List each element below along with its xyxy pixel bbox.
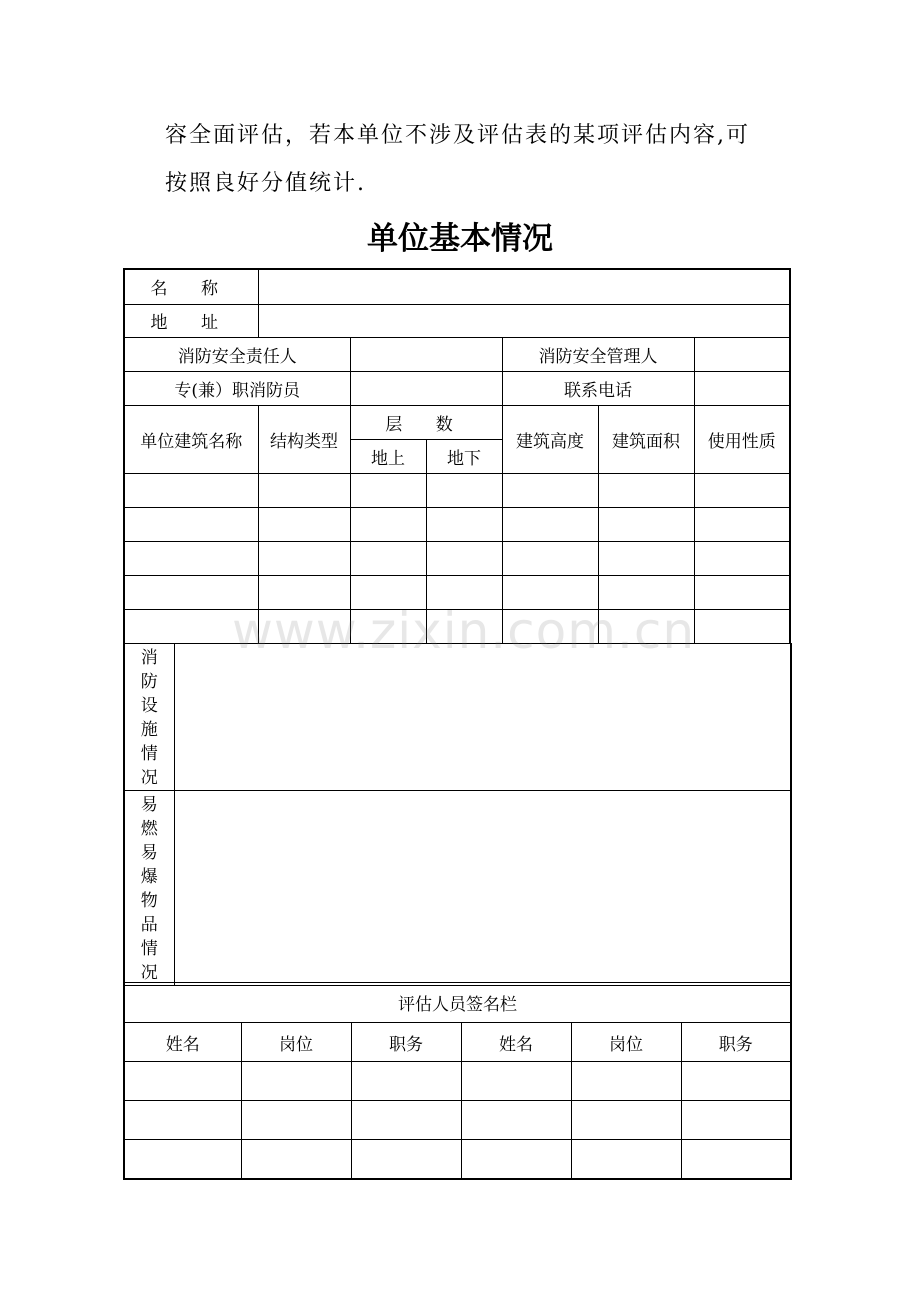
table-cell[interactable] [124, 473, 258, 507]
address-value-cell[interactable] [258, 304, 790, 337]
building-row [124, 473, 790, 507]
table-cell[interactable] [502, 507, 598, 541]
table-cell[interactable] [426, 507, 502, 541]
facilities-value-cell[interactable] [174, 644, 791, 791]
table-cell[interactable] [241, 1062, 351, 1101]
table-cell[interactable] [694, 541, 790, 575]
header-duty-1: 职务 [351, 1023, 461, 1062]
signature-table [123, 982, 792, 1180]
header-post-1: 岗位 [241, 1023, 351, 1062]
area-header: 建筑面积 [598, 405, 694, 473]
signature-row [124, 1062, 791, 1101]
usage-header: 使用性质 [694, 405, 790, 473]
table-cell[interactable] [426, 575, 502, 609]
table-cell[interactable] [571, 1062, 681, 1101]
header-name-2: 姓名 [461, 1023, 571, 1062]
facilities-label: 消 防 设 施 情 况 [124, 644, 174, 791]
structure-header: 结构类型 [258, 405, 350, 473]
table-cell[interactable] [681, 1062, 791, 1101]
table-cell[interactable] [598, 473, 694, 507]
table-cell[interactable] [598, 609, 694, 643]
table-cell[interactable] [426, 473, 502, 507]
table-cell[interactable] [461, 1062, 571, 1101]
signature-title: 评估人员签名栏 [124, 983, 791, 1023]
table-cell[interactable] [571, 1101, 681, 1140]
table-cell[interactable] [502, 473, 598, 507]
table-cell[interactable] [598, 575, 694, 609]
table-cell[interactable] [350, 507, 426, 541]
fire-staff-label: 专(兼）职消防员 [124, 371, 350, 405]
intro-line-1: 容全面评估，若本单位不涉及评估表的某项评估内容,可 [165, 123, 750, 148]
table-cell[interactable] [502, 541, 598, 575]
below-ground-header: 地下 [426, 439, 502, 473]
table-cell[interactable] [350, 473, 426, 507]
fire-staff-value-cell[interactable] [350, 371, 502, 405]
table-cell[interactable] [502, 609, 598, 643]
table-cell[interactable] [502, 575, 598, 609]
table-cell[interactable] [681, 1140, 791, 1179]
table-cell[interactable] [124, 1062, 241, 1101]
table-cell[interactable] [426, 609, 502, 643]
header-duty-2: 职务 [681, 1023, 791, 1062]
table-cell[interactable] [598, 541, 694, 575]
table-cell[interactable] [124, 1101, 241, 1140]
safety-responsible-value-cell[interactable] [350, 337, 502, 371]
table-cell[interactable] [681, 1101, 791, 1140]
hazmat-label: 易 燃 易 爆 物 品 情 况 [124, 791, 174, 986]
table-cell[interactable] [351, 1101, 461, 1140]
address-label: 地 址 [124, 304, 258, 337]
table-cell[interactable] [426, 541, 502, 575]
table-cell[interactable] [351, 1140, 461, 1179]
header-name-1: 姓名 [124, 1023, 241, 1062]
table-cell[interactable] [124, 609, 258, 643]
table-cell[interactable] [461, 1140, 571, 1179]
table-cell[interactable] [694, 507, 790, 541]
table-cell[interactable] [694, 575, 790, 609]
floors-header: 层 数 [350, 405, 502, 439]
page-title: 单位基本情况 [367, 221, 553, 257]
height-header: 建筑高度 [502, 405, 598, 473]
table-cell[interactable] [241, 1101, 351, 1140]
table-cell[interactable] [124, 541, 258, 575]
table-cell[interactable] [350, 609, 426, 643]
table-cell[interactable] [124, 575, 258, 609]
table-cell[interactable] [258, 575, 350, 609]
safety-manager-value-cell[interactable] [694, 337, 790, 371]
safety-responsible-label: 消防安全责任人 [124, 337, 350, 371]
table-cell[interactable] [571, 1140, 681, 1179]
header-post-2: 岗位 [571, 1023, 681, 1062]
building-row [124, 507, 790, 541]
safety-manager-label: 消防安全管理人 [502, 337, 694, 371]
phone-label: 联系电话 [502, 371, 694, 405]
intro-line-2: 按照良好分值统计. [165, 171, 366, 196]
table-cell[interactable] [350, 541, 426, 575]
table-cell[interactable] [350, 575, 426, 609]
table-cell[interactable] [258, 609, 350, 643]
table-cell[interactable] [694, 609, 790, 643]
building-row [124, 541, 790, 575]
table-cell[interactable] [258, 473, 350, 507]
table-cell[interactable] [124, 1140, 241, 1179]
signature-row [124, 1101, 791, 1140]
above-ground-header: 地上 [350, 439, 426, 473]
table-cell[interactable] [258, 507, 350, 541]
name-label: 名 称 [124, 269, 258, 304]
signature-row [124, 1140, 791, 1179]
hazmat-value-cell[interactable] [174, 791, 791, 986]
building-row [124, 609, 790, 643]
conditions-table [123, 643, 792, 986]
table-cell[interactable] [351, 1062, 461, 1101]
table-cell[interactable] [461, 1101, 571, 1140]
table-cell[interactable] [598, 507, 694, 541]
table-cell[interactable] [694, 473, 790, 507]
building-row [124, 575, 790, 609]
table-cell[interactable] [241, 1140, 351, 1179]
phone-value-cell[interactable] [694, 371, 790, 405]
watermark: www.zixin.com.cn [232, 602, 696, 660]
table-cell[interactable] [258, 541, 350, 575]
name-value-cell[interactable] [258, 269, 790, 304]
basic-info-table [123, 268, 791, 644]
building-name-header: 单位建筑名称 [124, 405, 258, 473]
table-cell[interactable] [124, 507, 258, 541]
